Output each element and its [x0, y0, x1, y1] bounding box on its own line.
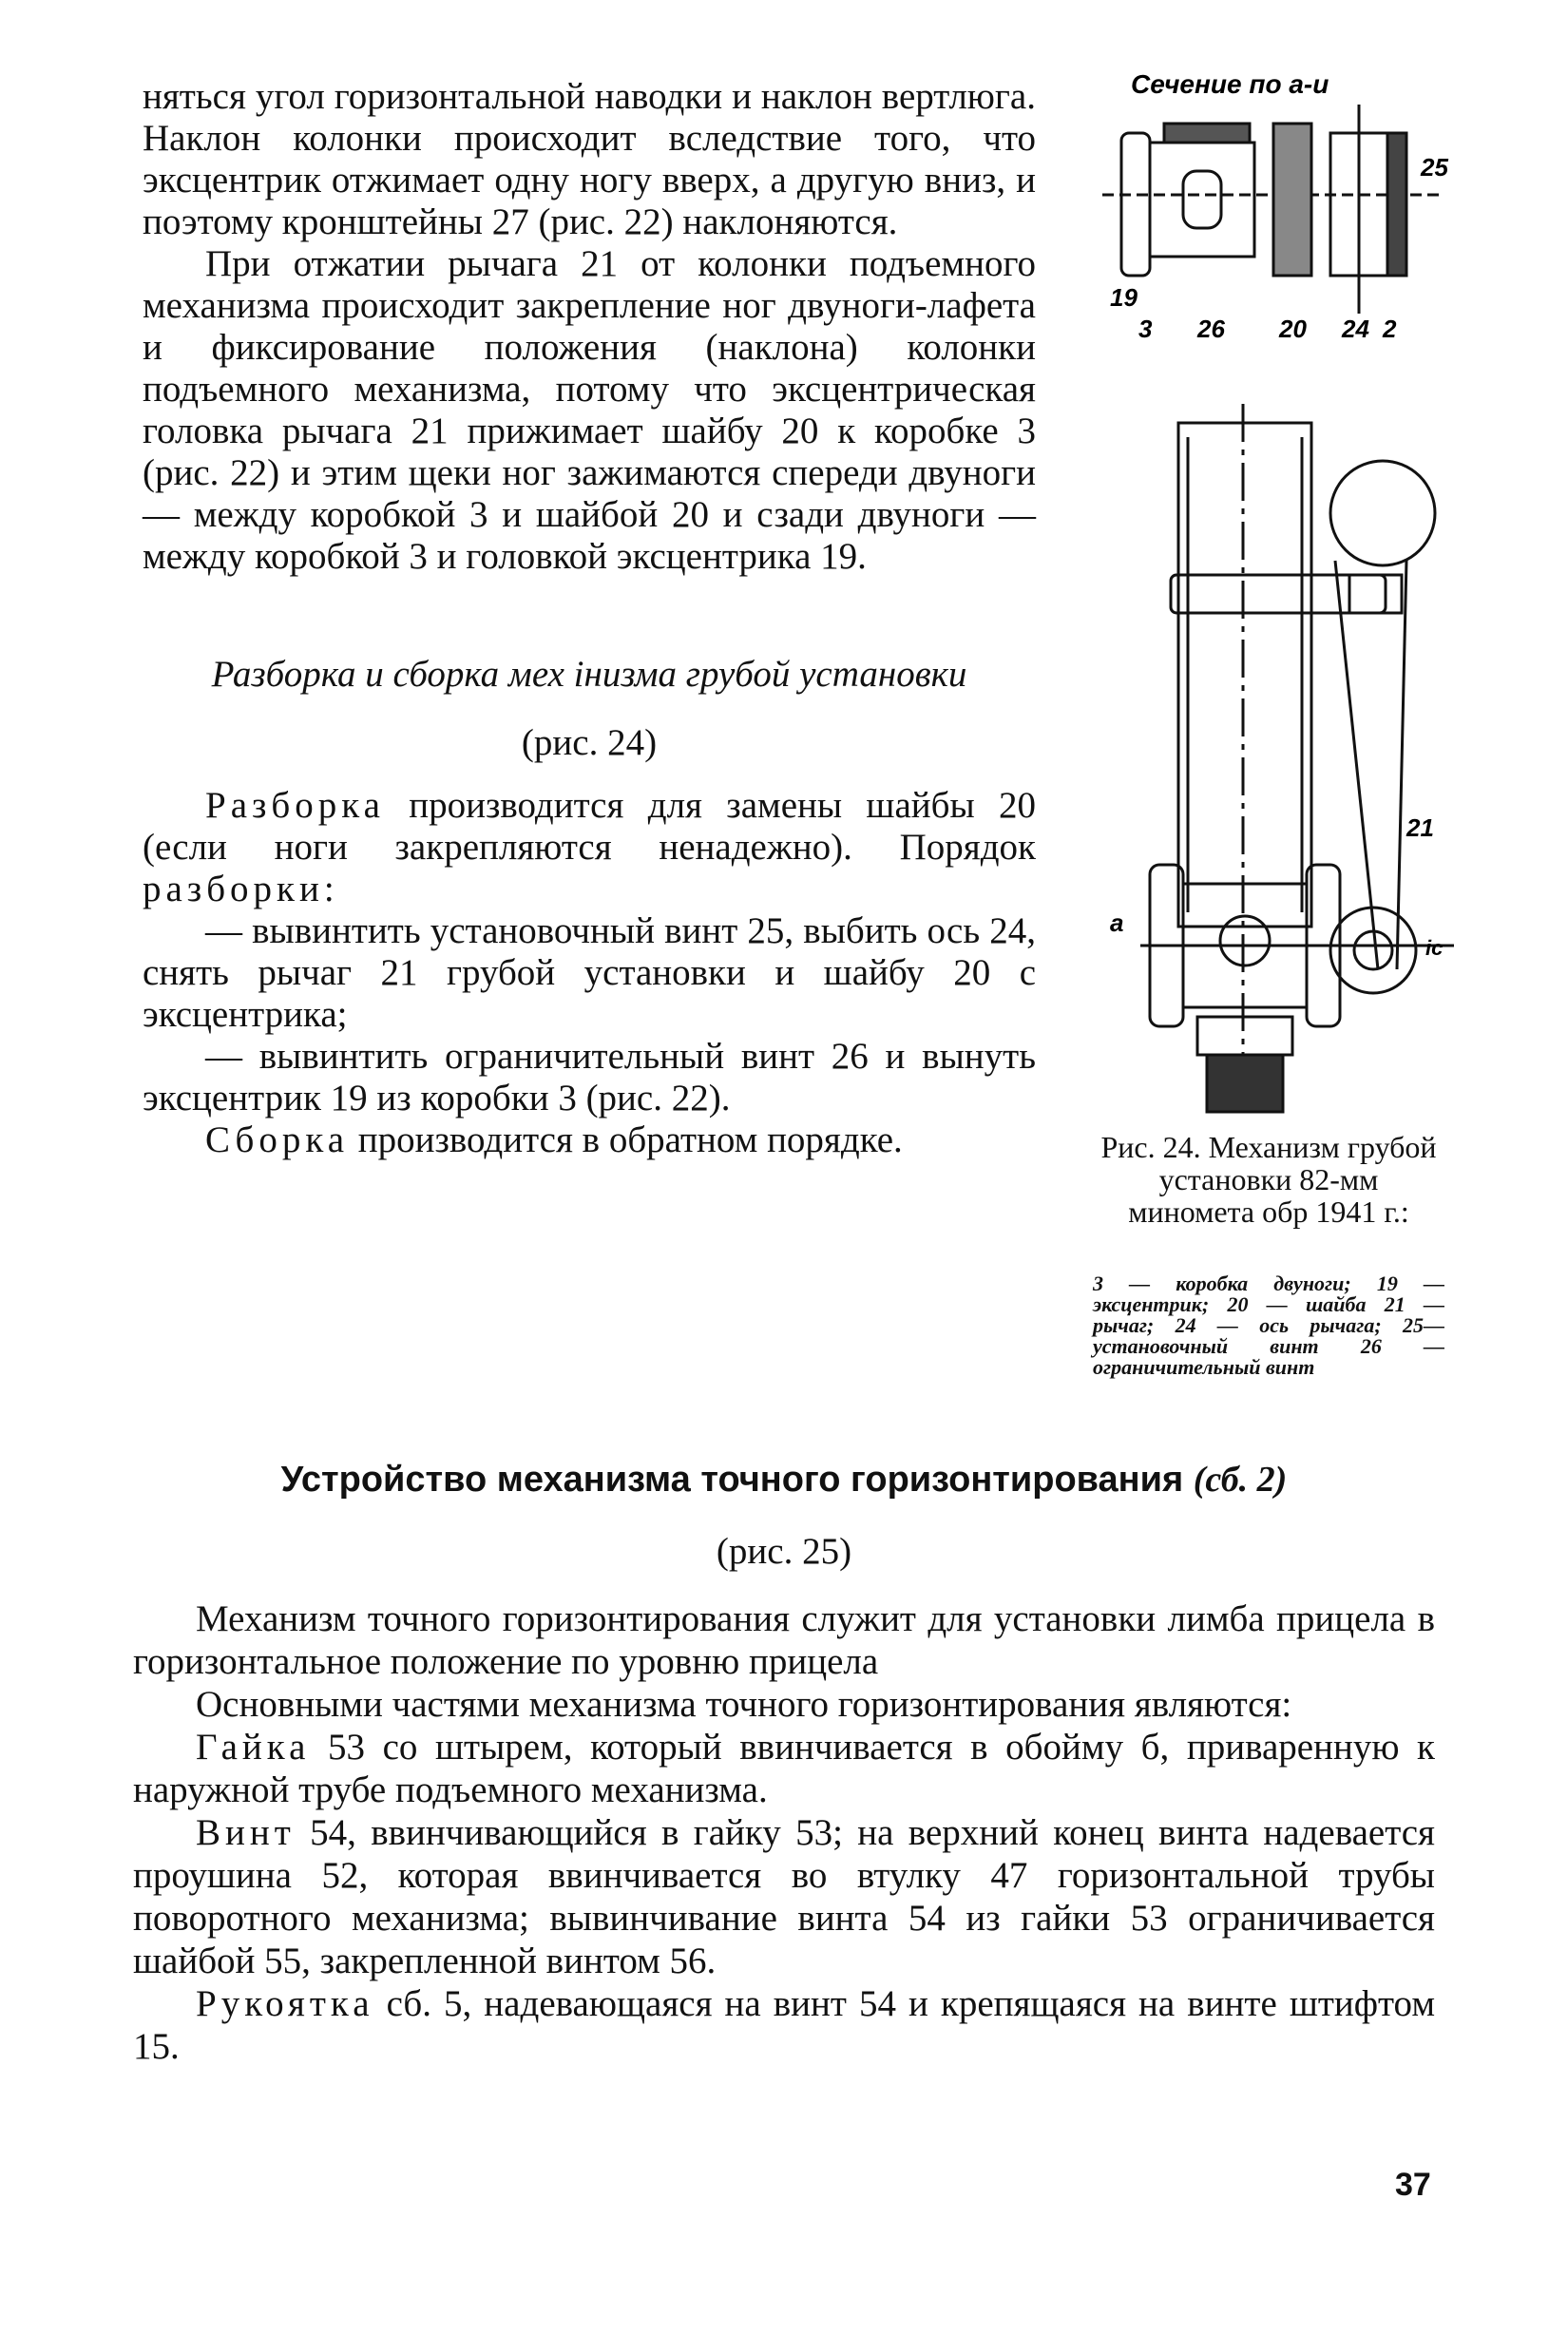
paragraph — [133, 1726, 1435, 1811]
figure-caption: Рис. 24. Механизм грубой установки 82-мм миномета обр 1941 г.: — [1100, 1130, 1437, 1229]
paragraph — [133, 1982, 1435, 2068]
paragraph — [133, 1811, 1435, 1982]
spaced-lead: Гайка — [196, 1727, 311, 1768]
heading-ref: (сб. 2) — [1193, 1460, 1288, 1500]
label-ic: іс — [1425, 936, 1444, 960]
label-21: 21 — [1406, 813, 1434, 842]
bottom-section — [133, 1459, 1435, 2068]
paragraph: Механизм точного горизонтирования служит для установки лимба прицела в горизонтальное положение по уровню прицела — [133, 1598, 1435, 1682]
paragraph: При отжатии рычага 21 от колонки подъемного механизма происходит закрепление ног двуноги-лафета и фиксирование положения (наклона) колонки подъемного механизма, потому что эксцентрическая головка рычага 21 прижимает шайбу 20 к коробке 3 (рис. 22) и этим щеки ног зажимаются спереди двуноги — между коробкой 3 и шайбой 20 и сзади двуноги — между коробкой 3 и головкой эксцентрика 19. — [143, 243, 1036, 577]
spaced-lead: Сборка — [205, 1119, 349, 1160]
text: 53 со штырем, который ввинчивается в обойму б, приваренную к наружной трубе подъемного механизма. — [133, 1727, 1435, 1810]
label-a: а — [1110, 908, 1124, 937]
paragraph — [143, 785, 1036, 910]
text: производится в обратном порядке. — [349, 1119, 903, 1160]
mechanism-drawing — [1093, 67, 1473, 1121]
label-24: 24 — [1342, 315, 1369, 343]
section-label: Сечение по а-и — [1131, 69, 1329, 99]
paragraph: Основными частями механизма точного горизонтирования являются: — [196, 1684, 1292, 1725]
label-3: 3 — [1138, 315, 1153, 343]
heading-text: Устройство механизма точного горизонтирования — [280, 1460, 1184, 1500]
paragraph: няться угол горизонтальной наводки и наклон вертлюга. Наклон колонки происходит вследствие того, что эксцентрик отжимает одну ногу вверх, а другую вниз, и поэтому кронштейны 27 (рис. 22) наклоняются. — [143, 76, 1036, 242]
paragraph — [143, 1119, 1036, 1161]
left-column — [143, 76, 1036, 1161]
list-item: — вывинтить ограничительный винт 26 и вынуть эксцентрик 19 из коробки 3 (рис. 22). — [143, 1036, 1036, 1119]
spaced-lead: Винт — [196, 1812, 296, 1853]
page-number: 37 — [1395, 2167, 1431, 2203]
label-20: 20 — [1279, 315, 1307, 343]
main-heading — [133, 1459, 1435, 1501]
figure-legend: 3 — коробка двуноги; 19 — эксцентрик; 20 — шайба 21 — рычаг; 24 — ось рычага; 25—установочный винт 26 — ограничительный винт — [1093, 1272, 1444, 1379]
section-title: Разборка и сборка мех інизма грубой установки — [211, 654, 967, 695]
figure-ref: (рис. 25) — [716, 1531, 852, 1572]
spaced-lead: разборки: — [143, 869, 339, 909]
spaced-lead: Разборка — [205, 785, 385, 826]
list-item: — вывинтить установочный винт 25, выбить ось 24, снять рычаг 21 грубой установки и шайбу 20 с эксцентрика; — [143, 910, 1036, 1035]
cross-section — [1102, 105, 1444, 314]
figure-24 — [1093, 67, 1473, 1126]
spaced-lead: Рукоятка — [196, 1983, 374, 2024]
label-2: 2 — [1383, 315, 1397, 343]
label-19: 19 — [1110, 283, 1138, 312]
text: 54, ввинчивающийся в гайку 53; на верхний конец винта надевается проушина 52, которая ввинчивается во втулку 47 горизонтальной трубы поворотного механизма; вывинчивание винта 54 из гайки 53 ограничивается шайбой 55, закрепленной винтом 56. — [133, 1812, 1435, 1981]
label-26: 26 — [1197, 315, 1225, 343]
label-25: 25 — [1421, 153, 1448, 182]
text: производится для замены шайбы 20 (если ноги закрепляются ненадежно). Порядок — [143, 785, 1036, 868]
section-ref: (рис. 24) — [521, 722, 658, 763]
assembly — [1140, 404, 1454, 1112]
text: сб. 5, надевающаяся на винт 54 и крепящаяся на винте штифтом 15. — [133, 1983, 1435, 2067]
